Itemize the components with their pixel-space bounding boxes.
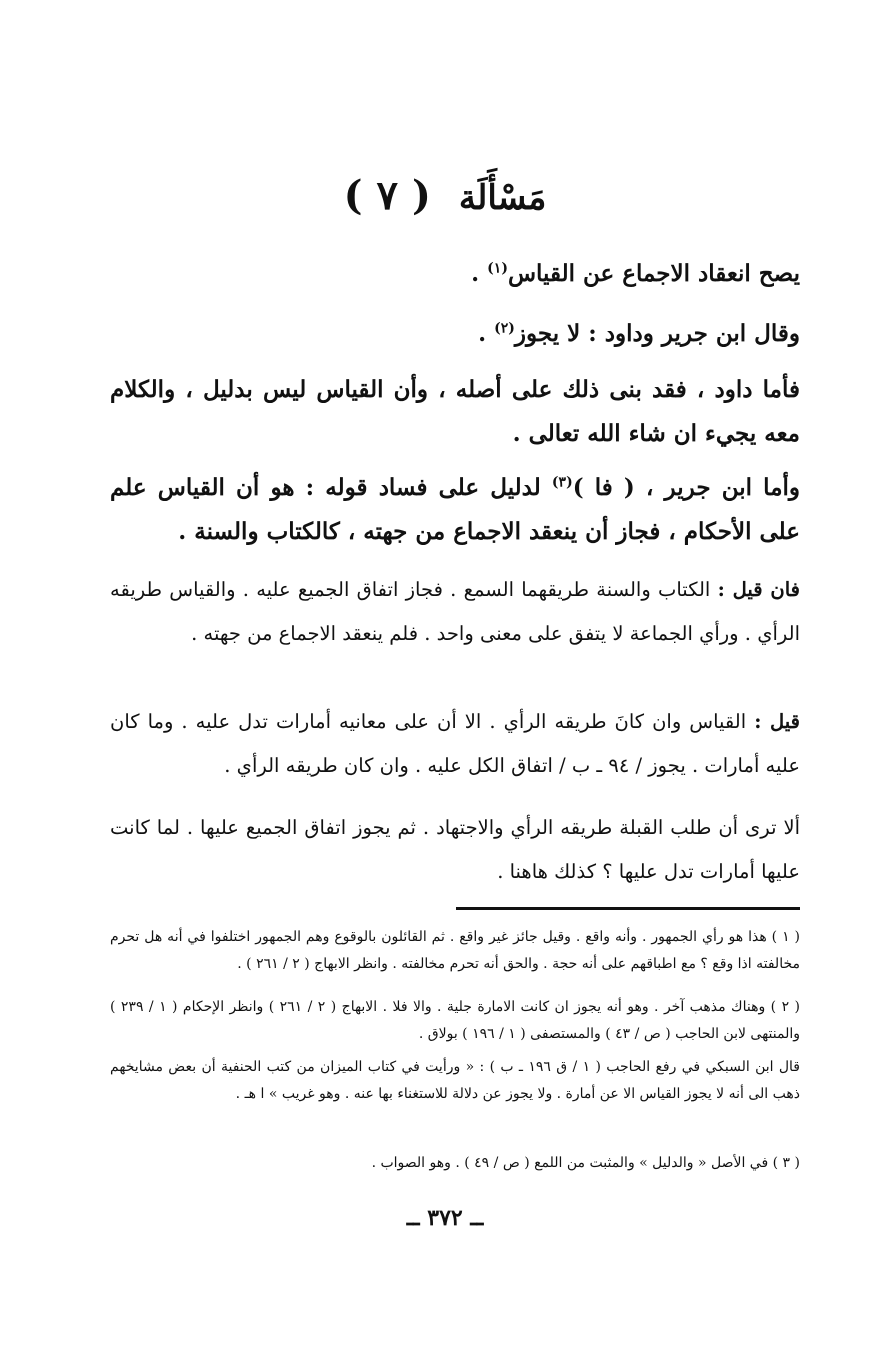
paragraph-lead: قيل :: [754, 710, 800, 733]
paragraph-text: وقال ابن جرير وداود : لا يجوز: [514, 320, 800, 347]
footnote-ref: (٢): [494, 320, 515, 337]
paragraph-1: [110, 252, 800, 296]
paragraph-text-start: وأما ابن جرير ، ( فا ): [572, 474, 801, 501]
footnote-2: ( ٢ ) وهناك مذهب آخر . وهو أنه يجوز ان كانت الامارة جلية . والا فلا . الابهاج ( ٢ / ٢٦١ ) وانظر الإحكام ( ١ / ٢٣٩ ) والمنتهى لابن الحاجب ( ص / ٤٣ ) والمستصفى ( ١ / ١٩٦ ) بولاق .: [110, 999, 800, 1042]
paragraph-5: [110, 568, 800, 656]
paragraph-3: [110, 368, 800, 456]
paragraph-text: ألا ترى أن طلب القبلة طريقه الرأي والاجتهاد . ثم يجوز اتفاق الجميع عليها . لما كانت عليها أمارات تدل عليها ؟ كذلك هاهنا .: [110, 816, 800, 883]
paragraph-tail: .: [478, 320, 495, 347]
paragraph-7: [110, 806, 800, 894]
paragraph-lead: فان قيل :: [717, 578, 800, 601]
heading-word: مَسْأَلَة: [458, 178, 547, 218]
paragraph-6: [110, 700, 800, 788]
footnote-1: ( ١ ) هذا هو رأي الجمهور . وأنه واقع . وقيل جائز غير واقع . ثم القائلون بالوقوع وهم الجمهور اختلفوا في أنه هل تحرم مخالفته اذا وقع ؟ مع اطباقهم على أنه حجة . والحق أنه تحرم مخالفته . وانظر الابهاج ( ٢ / ٢٦١ ) .: [110, 929, 800, 972]
paragraph-tail: .: [471, 260, 488, 287]
section-heading: [0, 168, 890, 226]
paragraph-text: لدليل على فساد قوله : هو أن القياس علم على الأحكام ، فجاز أن ينعقد الاجماع من جهته ، كالكتاب والسنة .: [110, 474, 800, 545]
footnote-2-continued: قال ابن السبكي في رفع الحاجب ( ١ / ق ١٩٦ ـ ب ) : « ورأيت في كتاب الميزان من كتب الحنفية أن بعض مشايخهم ذهب الى أنه لا يجوز القياس الا عن أمارة . ولا يجوز عن دلالة للاستغناء بها عنه . وهو غريب » ا هـ .: [110, 1059, 800, 1102]
paragraph-4: [110, 466, 800, 554]
paragraph-text: القياس وان كانَ طريقه الرأي . الا أن على معانيه أمارات تدل عليه . وما كان عليه أمارات . يجوز / ٩٤ ـ ب / اتفاق الكل عليه . وان كان طريقه الرأي .: [110, 710, 800, 777]
footnote-3: ( ٣ ) في الأصل « والدليل » والمثبت من اللمع ( ص / ٤٩ ) . وهو الصواب .: [371, 1155, 800, 1171]
page-number: ــ ٣٧٢ ــ: [406, 1205, 484, 1231]
paragraph-text: الكتاب والسنة طريقهما السمع . فجاز اتفاق الجميع عليه . والقياس طريقه الرأي . ورأي الجماعة لا يتفق على معنى واحد . فلم ينعقد الاجماع من جهته .: [110, 578, 800, 645]
footnote-ref: (٣): [551, 474, 573, 491]
footnote-ref: (١): [487, 260, 508, 277]
paragraph-text: فأما داود ، فقد بنى ذلك على أصله ، وأن القياس ليس بدليل ، والكلام معه يجيء ان شاء الله تعالى .: [110, 376, 800, 447]
footnote-divider: [456, 907, 800, 910]
heading-number: ( ٧ ): [343, 172, 431, 219]
paragraph-2: [110, 312, 800, 356]
paragraph-text: يصح انعقاد الاجماع عن القياس: [507, 260, 800, 287]
